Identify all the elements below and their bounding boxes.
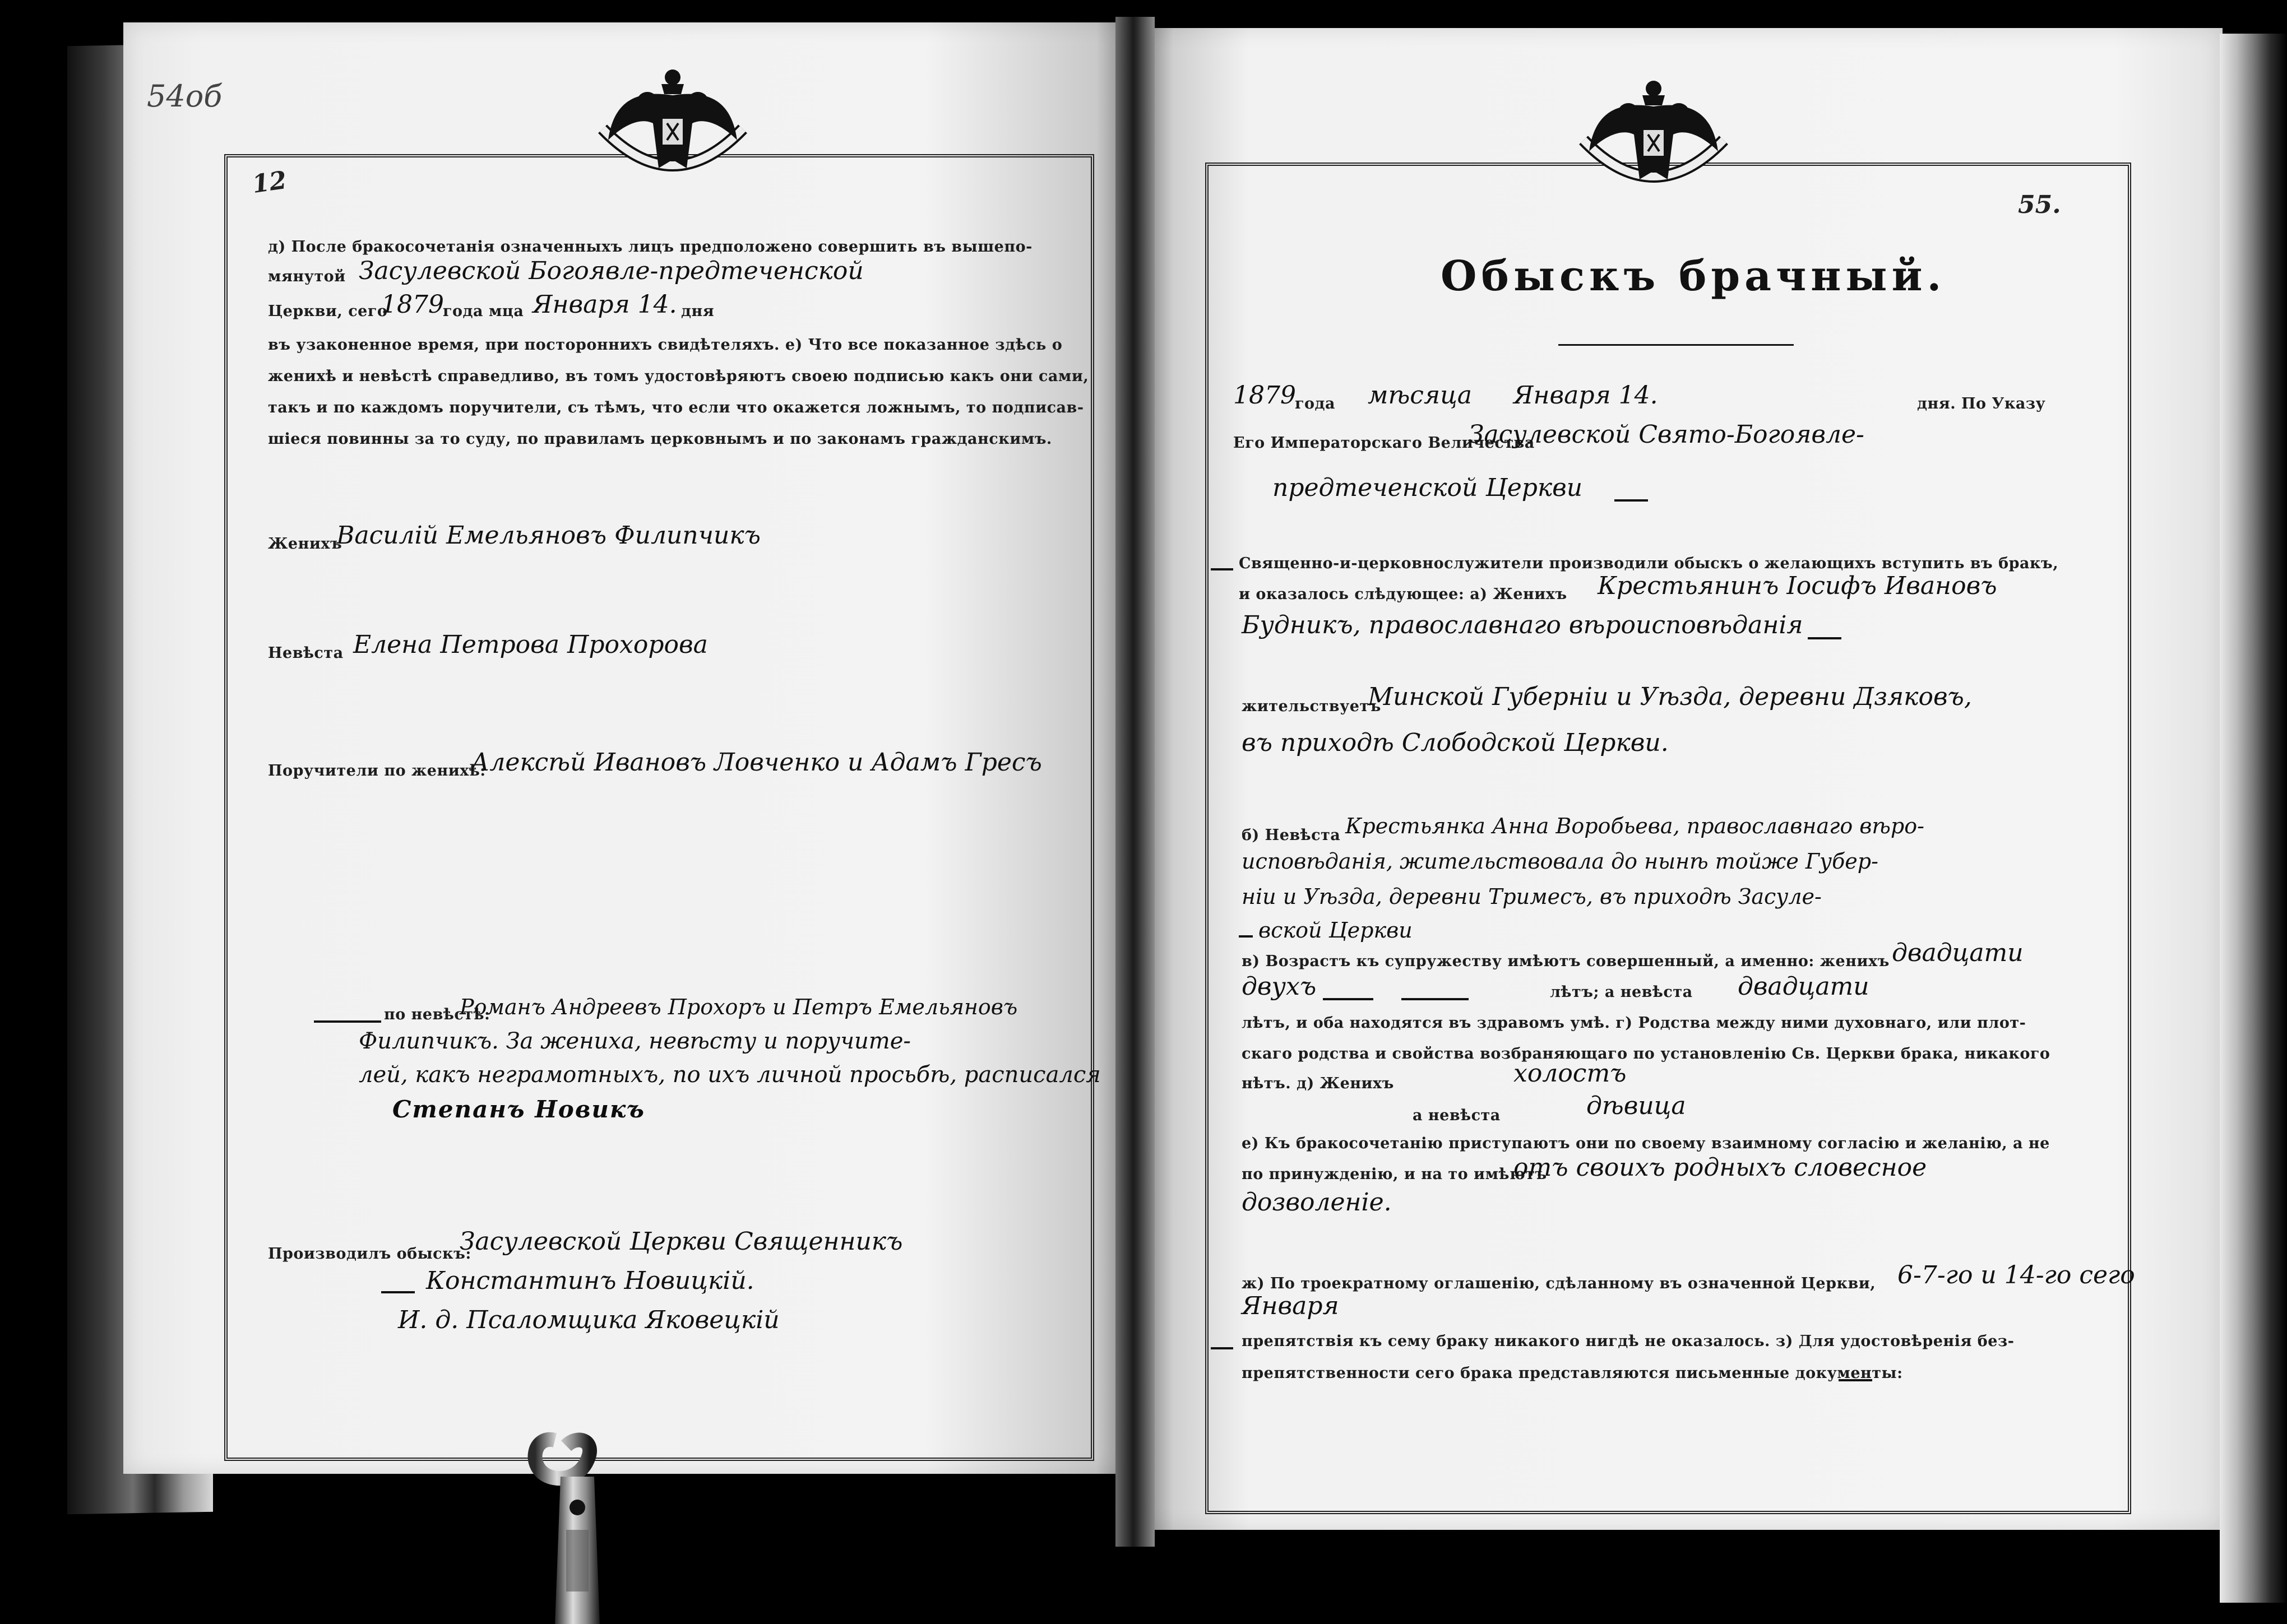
intro-line-1: Священно-и-церковнослужители производили обыскъ о желающихъ вступить въ бракъ, bbox=[1239, 555, 2059, 572]
majesty-label: Его Императорскаго Величества bbox=[1233, 434, 1535, 452]
residence-hand-2: въ приходѣ Слободской Церкви. bbox=[1242, 729, 1669, 757]
church-hand-1: Засулевской Свято-Богоявле- bbox=[1469, 420, 1864, 449]
bride-status-hand: дѣвица bbox=[1586, 1092, 1686, 1120]
bride-name: Елена Петрова Прохорова bbox=[353, 630, 708, 659]
right-page-frame bbox=[1205, 163, 2131, 1514]
para-d-month-hand: Января 14. bbox=[533, 290, 677, 319]
groom-name: Василій Емельяновъ Филипчикъ bbox=[336, 521, 761, 550]
month-day-hand: Января 14. bbox=[1513, 381, 1658, 410]
banns-end-dash bbox=[1839, 1374, 1872, 1385]
para-d-day-label: дня bbox=[681, 303, 715, 320]
book-clip bbox=[521, 1423, 633, 1624]
para-d-year-hand: 1879 bbox=[381, 290, 444, 319]
intro-dash bbox=[1211, 563, 1233, 574]
banns-hand-2: Января bbox=[1242, 1292, 1339, 1320]
banns-line-3: препятственности сего брака представляются письменные документы: bbox=[1242, 1365, 1903, 1382]
intro-line-2: и оказалось слѣдующее: а) Женихъ bbox=[1239, 586, 1567, 603]
searcher-line-2: Константинъ Новицкій. bbox=[426, 1266, 754, 1295]
banns-hand-1: 6-7-го и 14-го сего bbox=[1897, 1261, 2135, 1289]
groom-label: Женихъ bbox=[268, 535, 342, 553]
age-line-5: нѣтъ. д) Женихъ bbox=[1242, 1075, 1394, 1092]
groom-age-hand-2: двухъ bbox=[1242, 972, 1317, 1001]
age-dash-2 bbox=[1401, 993, 1469, 1004]
groom-hand-2: Будникъ, православнаго вѣроисповѣданія bbox=[1242, 611, 1803, 639]
groom-hand-1: Крестьянинъ Іосифъ Ивановъ bbox=[1598, 572, 1997, 600]
searcher-line-3: И. д. Псаломщика Яковецкій bbox=[398, 1306, 780, 1334]
age-line-1: в) Возрастъ къ супружеству имѣютъ совершенный, а именно: женихъ bbox=[1242, 953, 1890, 970]
age-dash-1 bbox=[1323, 993, 1373, 1004]
age-line-6: а невѣста bbox=[1413, 1107, 1501, 1124]
para-d-year-label: года мца bbox=[443, 303, 524, 320]
age-line-3: лѣтъ, и оба находятся въ здравомъ умѣ. г) Родства между ними духовнаго, или плот- bbox=[1242, 1014, 2026, 1032]
para-d-line-4: въ узаконенное время, при постороннихъ свидѣтеляхъ. е) Что все показанное здѣсь о bbox=[268, 336, 1063, 354]
bride-guarantors-line-2: Филипчикъ. За жениха, невѣсту и поручите- bbox=[359, 1028, 911, 1054]
bride-hand-4: вской Церкви bbox=[1258, 918, 1413, 943]
imperial-eagle-emblem-left bbox=[591, 62, 754, 182]
church-dash bbox=[1614, 494, 1648, 505]
groom-guarantors-label: Поручители по женихѣ: bbox=[268, 762, 486, 779]
bride-label-right: б) Невѣста bbox=[1242, 827, 1341, 844]
document-title: Обыскъ брачный. bbox=[1441, 252, 1946, 300]
residence-label: жительствуетъ bbox=[1242, 698, 1381, 715]
date-year-hand: 1879 bbox=[1233, 381, 1296, 410]
bride-dash bbox=[1239, 930, 1253, 941]
banns-line-1: ж) По троекратному оглашенію, сдѣланному въ означенной Церкви, bbox=[1242, 1275, 1876, 1292]
groom-status-hand: холостъ bbox=[1513, 1059, 1627, 1088]
groom-age-hand: двадцати bbox=[1892, 939, 2024, 967]
age-line-2: лѣтъ; а невѣста bbox=[1550, 983, 1693, 1001]
para-d-church-label: Церкви, сего bbox=[268, 303, 388, 320]
searcher-label: Производилъ обыскъ: bbox=[268, 1245, 471, 1263]
groom-dash bbox=[1808, 632, 1841, 643]
consent-line-1: е) Къ бракосочетанію приступаютъ они по своему взаимному согласію и желанію, а не bbox=[1242, 1135, 2050, 1152]
consent-hand-2: дозволеніе. bbox=[1242, 1188, 1392, 1217]
bride-guarantors-line-1: Романъ Андреевъ Прохоръ и Петръ Емельяновъ bbox=[460, 995, 1018, 1019]
imperial-eagle-emblem-right bbox=[1572, 73, 1735, 193]
bride-age-hand: двадцати bbox=[1738, 972, 1869, 1001]
groom-guarantors: Алексѣй Ивановъ Ловченко и Адамъ Гресъ bbox=[471, 748, 1042, 777]
para-d-line-7: шіеся повинны за то суду, по правиламъ церковнымъ и по законамъ гражданскимъ. bbox=[268, 430, 1052, 448]
bride-label: Невѣста bbox=[268, 644, 344, 662]
bride-guarantors-label: по невѣстѣ: bbox=[384, 1006, 490, 1023]
book-gutter bbox=[1115, 17, 1155, 1547]
consent-hand-1: отъ своихъ родныхъ словесное bbox=[1513, 1153, 1927, 1182]
para-d-line-5: женихѣ и невѣстѣ справедливо, въ томъ удостовѣряютъ своею подписью какъ они сами, bbox=[268, 368, 1089, 385]
month-hand-label: мѣсяца bbox=[1368, 381, 1473, 410]
para-d-line-2-label: мянутой bbox=[268, 268, 346, 285]
bride-guarantors-dash bbox=[314, 1015, 381, 1026]
banns-line-2: препятствія къ сему браку никакого нигдѣ не оказалось. з) Для удостовѣренія без- bbox=[1242, 1333, 2015, 1350]
day-ukaz-label: дня. По Указу bbox=[1917, 395, 2046, 412]
consent-line-2: по принужденію, и на то имѣютъ bbox=[1242, 1166, 1547, 1183]
age-line-4: скаго родства и свойства возбраняющаго по установленію Св. Церкви брака, никакого bbox=[1242, 1045, 2050, 1062]
bride-hand-1: Крестьянка Анна Воробьева, православнаго вѣро- bbox=[1345, 814, 1924, 838]
bride-hand-2: исповѣданія, жительствовала до нынѣ тойже Губер- bbox=[1242, 849, 1878, 874]
para-d-line-6: такъ и по каждомъ поручители, съ тѣмъ, что если что окажется ложнымъ, то подписав- bbox=[268, 399, 1084, 416]
searcher-line-1: Засулевской Церкви Священникъ bbox=[460, 1227, 903, 1256]
searcher-dash bbox=[381, 1286, 415, 1297]
corner-mark: 12 bbox=[250, 165, 289, 199]
banns-dash bbox=[1211, 1342, 1233, 1353]
pencil-folio-number: 54об bbox=[147, 78, 223, 114]
para-d-line-1: д) После бракосочетанія означенныхъ лицъ предположено совершить въ вышепо- bbox=[268, 238, 1033, 256]
church-hand-2: предтеченской Церкви bbox=[1272, 474, 1583, 502]
page-number: 55. bbox=[2018, 191, 2061, 219]
date-year-label: года bbox=[1295, 395, 1336, 412]
title-ornament bbox=[1558, 339, 1794, 350]
para-d-church-hand: Засулевской Богоявле-предтеченской bbox=[359, 257, 864, 285]
bride-guarantors-line-3: лей, какъ неграмотныхъ, по ихъ личной просьбѣ, расписался bbox=[359, 1062, 1101, 1088]
signature-stamp: Степанъ Новикъ bbox=[392, 1096, 645, 1123]
book-edge-right bbox=[2220, 34, 2287, 1603]
bride-hand-3: ніи и Уѣзда, деревни Тримесъ, въ приходѣ Засуле- bbox=[1242, 884, 1822, 909]
residence-hand-1: Минской Губерніи и Уѣзда, деревни Дзяковъ, bbox=[1368, 683, 1972, 711]
